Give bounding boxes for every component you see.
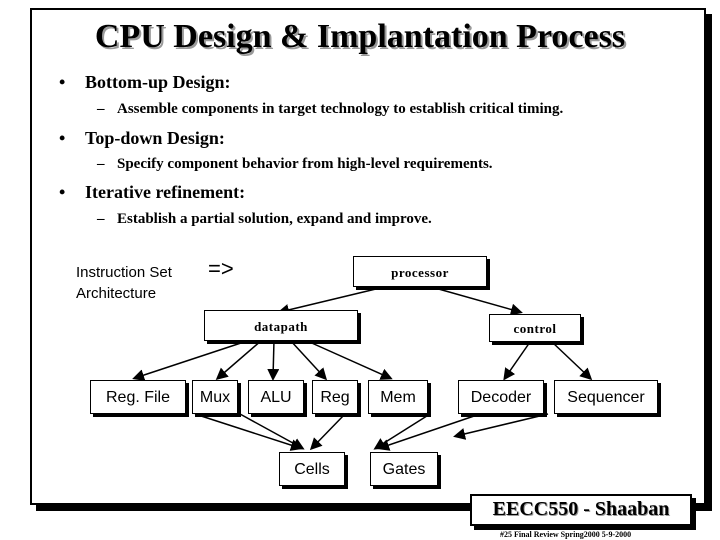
edge-processor-control [435,288,520,312]
course-footer: EECC550 - Shaaban [470,494,692,526]
edge-datapath-regfile [135,340,250,378]
control-box: control [489,314,581,342]
cells-box: Cells [279,452,345,486]
bullet-dot-icon: • [59,182,66,202]
edge-reg-cells [312,414,345,448]
bullet-dot-icon: • [59,128,66,148]
decoder-box: Decoder [458,380,544,414]
dash-icon: – [97,156,105,172]
edge-decoder-gates [380,414,480,448]
bullet-text: Bottom-up Design: [85,72,231,92]
dash-icon: – [97,101,105,117]
isa-label [76,262,172,304]
edge-datapath-mux [218,340,262,378]
arrow-implies: => [208,256,234,281]
edge-control-sequencer [552,342,590,378]
edge-mem-gates [376,414,430,448]
sequencer-box: Sequencer [554,380,658,414]
edge-mux-cells [195,414,300,448]
reg-box: Reg [312,380,358,414]
sub-bullet-text: Specify component behavior from high-level requirements. [117,156,493,172]
bullet-dot-icon: • [59,72,66,92]
edge-datapath-alu [273,340,274,378]
alu-box: ALU [248,380,304,414]
edge-control-decoder [505,342,530,378]
sub-bullet-text: Establish a partial solution, expand and improve. [117,211,432,227]
bullet-text: Iterative refinement: [85,182,246,202]
dash-icon: – [97,211,105,227]
bullet-text: Top-down Design: [85,128,225,148]
reg-file-box: Reg. File [90,380,186,414]
edge-datapath-mem [305,340,390,378]
sub-bullet-text: Assemble components in target technology to establish critical timing. [117,101,564,117]
slide-title: CPU Design & Implantation Process [94,18,626,55]
datapath-box: datapath [204,310,358,341]
isa-label-line2: Architecture [76,285,157,302]
isa-label-line1: Instruction Set [76,264,172,281]
processor-box: processor [353,256,487,287]
mem-box: Mem [368,380,428,414]
edge-processor-datapath [280,288,380,312]
footer-note: #25 Final Review Spring2000 5-9-2000 [500,530,632,539]
gates-box: Gates [370,452,438,486]
edge-datapath-reg [290,340,325,378]
mux-box: Mux [192,380,238,414]
